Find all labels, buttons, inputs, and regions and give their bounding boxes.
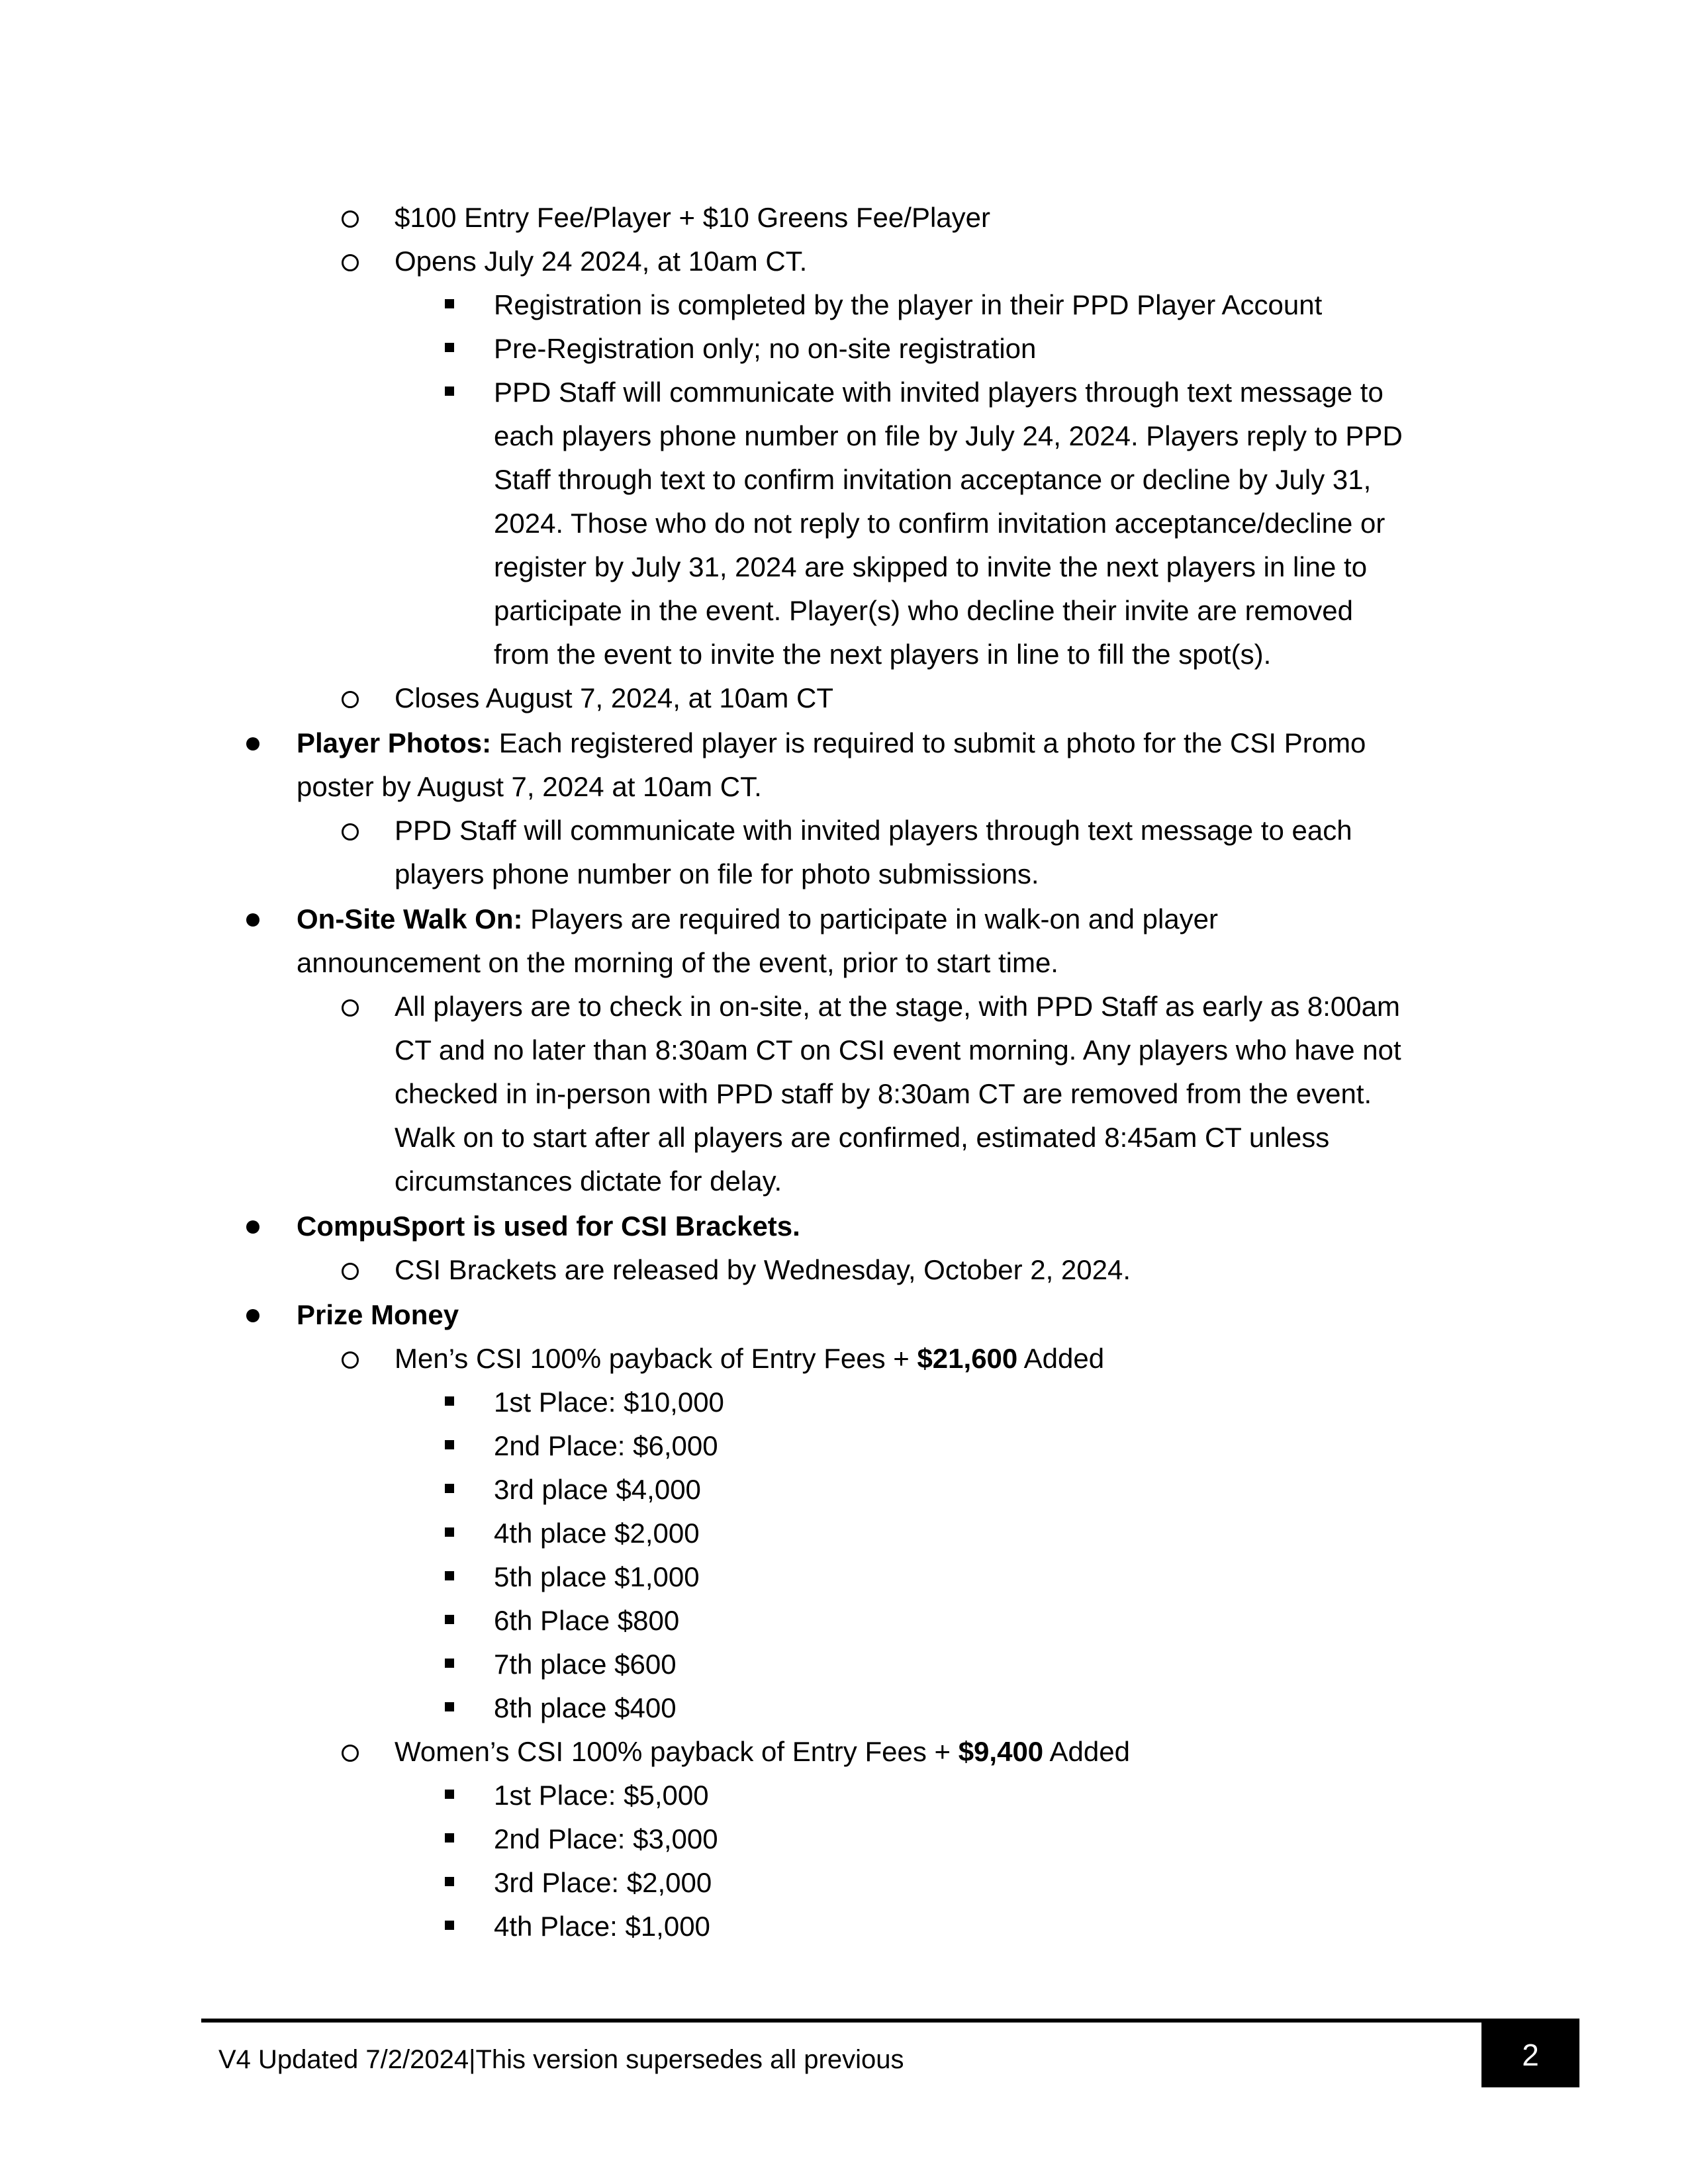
square-bullet-icon <box>445 1440 454 1449</box>
page-number: 2 <box>1481 2023 1579 2087</box>
walk-on-label: On-Site Walk On: <box>297 903 523 934</box>
square-bullet-icon <box>445 1833 454 1843</box>
square-bullet-icon <box>445 1396 454 1406</box>
mens-payback-prefix: Men’s CSI 100% payback of Entry Fees + <box>395 1343 917 1374</box>
dot-bullet-icon <box>246 1309 259 1322</box>
womens-added-amount: $9,400 <box>958 1736 1044 1767</box>
registration-closes-text: Closes August 7, 2024, at 10am CT <box>395 682 834 713</box>
registration-detail: Pre-Registration only; no on-site registration <box>494 333 1037 364</box>
circle-bullet-icon <box>342 823 359 841</box>
square-bullet-icon <box>445 1615 454 1624</box>
staff-communication-text: PPD Staff will communicate with invited players through text message to <box>494 377 1383 408</box>
womens-place-prize: 3rd Place: $2,000 <box>494 1867 712 1898</box>
compusport-label: CompuSport is used for CSI Brackets. <box>297 1210 800 1242</box>
mens-added-amount: $21,600 <box>917 1343 1018 1374</box>
footer-version-text: V4 Updated 7/2/2024|This version supersedes all previous <box>218 2045 904 2074</box>
circle-bullet-icon <box>342 1745 359 1762</box>
entry-fee-text: $100 Entry Fee/Player + $10 Greens Fee/Player <box>395 202 990 233</box>
mens-place-prize: 7th place $600 <box>494 1649 677 1680</box>
dot-bullet-icon <box>246 913 259 927</box>
square-bullet-icon <box>445 343 454 352</box>
photo-submission-text: players phone number on file for photo submissions. <box>395 858 1039 889</box>
mens-place-prize: 4th place $2,000 <box>494 1518 700 1549</box>
mens-place-prize: 8th place $400 <box>494 1692 677 1723</box>
mens-place-prize: 5th place $1,000 <box>494 1561 700 1592</box>
womens-payback-text <box>395 1730 1130 1774</box>
womens-place-prize: 2nd Place: $3,000 <box>494 1823 718 1854</box>
circle-bullet-icon <box>342 999 359 1017</box>
square-bullet-icon <box>445 1571 454 1580</box>
footer-divider <box>201 2019 1579 2023</box>
mens-place-prize: 3rd place $4,000 <box>494 1474 701 1505</box>
check-in-text: Walk on to start after all players are confirmed, estimated 8:45am CT unless <box>395 1122 1330 1153</box>
walk-on-text <box>297 897 1218 941</box>
brackets-release-text: CSI Brackets are released by Wednesday, October 2, 2024. <box>395 1254 1131 1285</box>
womens-payback-prefix: Women’s CSI 100% payback of Entry Fees + <box>395 1736 959 1767</box>
square-bullet-icon <box>445 1484 454 1493</box>
circle-bullet-icon <box>342 254 359 271</box>
player-photos-description: poster by August 7, 2024 at 10am CT. <box>297 771 762 802</box>
mens-place-prize: 2nd Place: $6,000 <box>494 1430 718 1461</box>
staff-communication-text: Staff through text to confirm invitation acceptance or decline by July 31, <box>494 464 1372 495</box>
staff-communication-text: register by July 31, 2024 are skipped to invite the next players in line to <box>494 551 1368 582</box>
walk-on-description: Players are required to participate in walk-on and player <box>522 903 1219 934</box>
womens-place-prize: 1st Place: $5,000 <box>494 1780 709 1811</box>
square-bullet-icon <box>445 1659 454 1668</box>
mens-payback-text <box>395 1337 1104 1381</box>
check-in-text: CT and no later than 8:30am CT on CSI event morning. Any players who have not <box>395 1034 1401 1066</box>
square-bullet-icon <box>445 1527 454 1537</box>
staff-communication-text: from the event to invite the next players in line to fill the spot(s). <box>494 639 1272 670</box>
staff-communication-text: participate in the event. Player(s) who decline their invite are removed <box>494 595 1353 626</box>
check-in-text: circumstances dictate for delay. <box>395 1165 782 1197</box>
circle-bullet-icon <box>342 1351 359 1369</box>
dot-bullet-icon <box>246 1220 259 1234</box>
circle-bullet-icon <box>342 210 359 228</box>
square-bullet-icon <box>445 1877 454 1886</box>
womens-payback-suffix: Added <box>1043 1736 1130 1767</box>
check-in-text: All players are to check in on-site, at the stage, with PPD Staff as early as 8:00am <box>395 991 1400 1022</box>
square-bullet-icon <box>445 299 454 308</box>
womens-place-prize: 4th Place: $1,000 <box>494 1911 710 1942</box>
mens-place-prize: 6th Place $800 <box>494 1605 680 1636</box>
mens-payback-suffix: Added <box>1017 1343 1105 1374</box>
square-bullet-icon <box>445 1921 454 1930</box>
prize-money-label: Prize Money <box>297 1299 459 1330</box>
player-photos-label: Player Photos: <box>297 727 492 758</box>
mens-place-prize: 1st Place: $10,000 <box>494 1387 724 1418</box>
check-in-text: checked in in-person with PPD staff by 8:30am CT are removed from the event. <box>395 1078 1372 1109</box>
circle-bullet-icon <box>342 1263 359 1280</box>
photo-submission-text: PPD Staff will communicate with invited players through text message to each <box>395 815 1352 846</box>
dot-bullet-icon <box>246 737 259 751</box>
staff-communication-text: 2024. Those who do not reply to confirm invitation acceptance/decline or <box>494 508 1385 539</box>
circle-bullet-icon <box>342 691 359 708</box>
walk-on-description: announcement on the morning of the event, prior to start time. <box>297 947 1058 978</box>
registration-opens-text: Opens July 24 2024, at 10am CT. <box>395 246 808 277</box>
square-bullet-icon <box>445 387 454 396</box>
player-photos-description: Each registered player is required to submit a photo for the CSI Promo <box>491 727 1366 758</box>
square-bullet-icon <box>445 1702 454 1711</box>
registration-detail: Registration is completed by the player in their PPD Player Account <box>494 289 1323 320</box>
square-bullet-icon <box>445 1790 454 1799</box>
player-photos-text <box>297 721 1366 765</box>
staff-communication-text: each players phone number on file by July 24, 2024. Players reply to PPD <box>494 420 1403 451</box>
